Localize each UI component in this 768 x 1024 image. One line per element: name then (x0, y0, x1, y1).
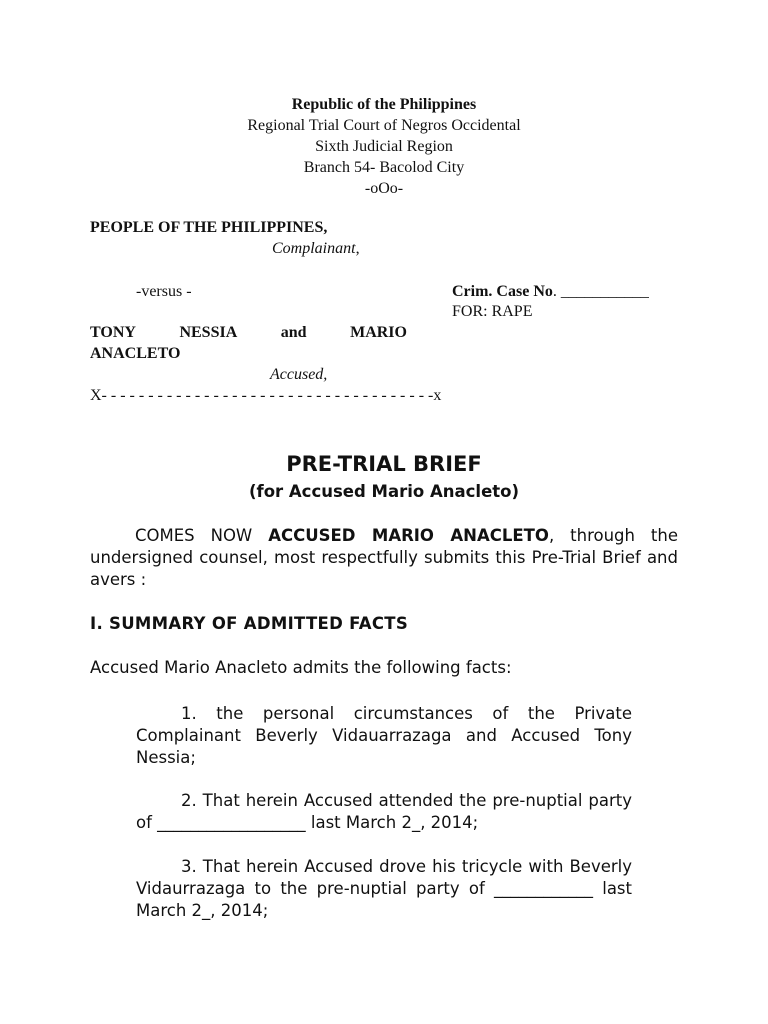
accused-names-line-1 (90, 322, 407, 343)
fact-item-2: 2. That herein Accused attended the pre-nuptial party of __________________ last March 2_, 2014; (136, 791, 632, 832)
court-branch: Branch 54- Bacolod City (303, 159, 465, 176)
case-number (452, 283, 649, 301)
plaintiff-role-punct: , (355, 240, 360, 257)
fact-item-3: 3. That herein Accused drove his tricycle with Beverly Vidaurrazaga to the pre-nuptial party of ____________ last March 2_, 2014; (136, 857, 632, 920)
section-heading: I. SUMMARY OF ADMITTED FACTS (90, 614, 409, 633)
section-lead: Accused Mario Anacleto admits the following facts: (90, 658, 512, 677)
plaintiff-role (272, 240, 360, 258)
accused-names-line-2: ANACLETO (90, 345, 181, 362)
judicial-region: Sixth Judicial Region (315, 138, 453, 155)
accused-word: and (280, 324, 307, 341)
accused-names (90, 322, 407, 364)
accused-word: NESSIA (179, 324, 238, 341)
accused-word: MARIO (350, 324, 407, 341)
accused-role: Accused, (270, 366, 328, 383)
republic-heading: Republic of the Philippines (291, 96, 477, 113)
case-number-label: Crim. Case No (452, 283, 553, 300)
intro-accused-name: ACCUSED MARIO ANACLETO (268, 526, 549, 545)
intro-rest: , through the undersigned counsel, most respectfully submits this Pre-Trial Brief and avers : (90, 526, 678, 589)
case-number-blank: . ___________ (552, 283, 649, 300)
intro-paragraph (90, 525, 678, 591)
plaintiff-role-text: Complainant (272, 240, 356, 257)
offense-label: FOR: RAPE (452, 303, 533, 320)
accused-word: TONY (90, 324, 136, 341)
court-name: Regional Trial Court of Negros Occidental (247, 117, 521, 134)
document-subtitle: (for Accused Mario Anacleto) (248, 482, 520, 501)
document-title: PRE-TRIAL BRIEF (286, 452, 482, 476)
fact-item-1: 1. the personal circumstances of the Private Complainant Beverly Vidauarrazaga and Accused Tony Nessia; (136, 704, 632, 767)
versus-label: -versus - (136, 283, 192, 300)
header-separator: -oOo- (364, 180, 404, 197)
intro-start: COMES NOW (135, 526, 269, 545)
court-header (0, 94, 768, 199)
plaintiff-name: PEOPLE OF THE PHILIPPINES, (90, 219, 328, 236)
caption-divider: X- - - - - - - - - - - - - - - - - - - - - - - - - - - - - - - - - - - -x (90, 387, 442, 404)
